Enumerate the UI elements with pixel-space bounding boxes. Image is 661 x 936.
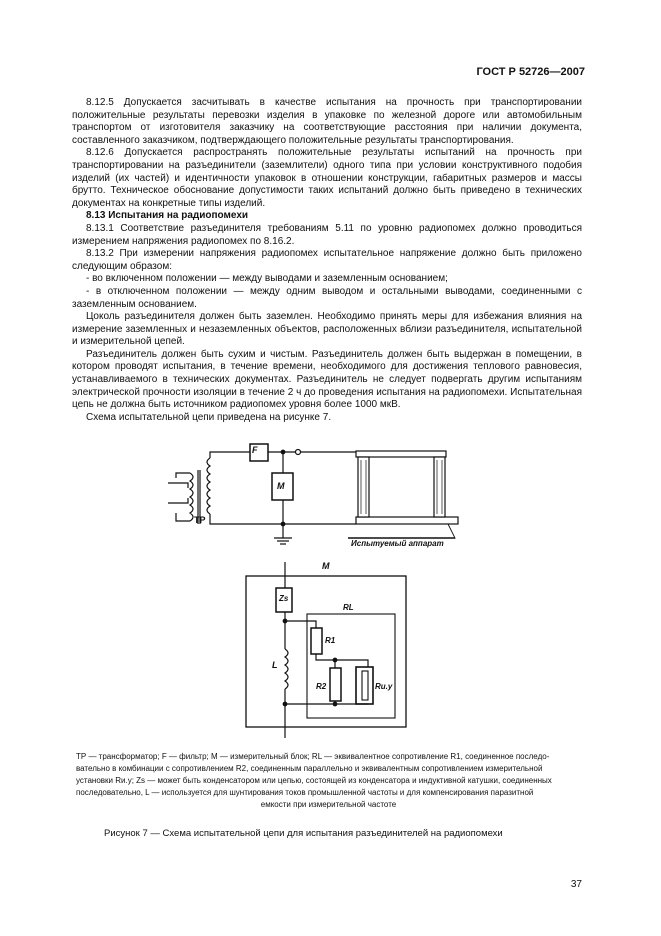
- apparatus-leader: [405, 524, 455, 538]
- page-number: 37: [570, 879, 582, 890]
- terminal-node: [296, 450, 301, 455]
- insulator-left: [358, 457, 369, 517]
- primary-leads: [176, 473, 190, 521]
- figure-title: Рисунок 7 — Схема испытательной цепи для испытания разъединителей на радиопомехи: [104, 828, 503, 839]
- primary-winding: [190, 473, 193, 521]
- wire-r1-out: [316, 654, 368, 667]
- label-zs: Zs: [279, 594, 289, 603]
- section-heading-8-13: 8.13 Испытания на радиопомехи: [86, 210, 249, 222]
- list-item-closed: - во включенном положении — между выводами и заземленным основанием;: [86, 273, 448, 285]
- paragraph-grounding: Цоколь разъединителя должен быть заземлен. Необходимо принять меры для избежания влияния на измерение заземленных и незаземленных объектов, расположенных вблизи разъединителя, испытательной и измерительной цепей.: [72, 311, 582, 348]
- paragraph-8-12-5: 8.12.5 Допускается засчитывать в качестве испытания на прочность при транспортировании положительные результаты перевозки изделия в упаковке по железной дороге или автомобильным транспортом от изготовителя заказчику на соответствующие расстояния при наличии документа, составленного заказчиком, подтверждающего положительные результаты транспортирования.: [72, 97, 582, 146]
- label-riu: Rи.у: [375, 682, 393, 691]
- label-r2: R2: [316, 682, 327, 691]
- legend-line: ТР — трансформатор; F — фильтр; М — измерительный блок; RL — эквивалентное сопротивление R1, соединенное последо-: [76, 752, 550, 761]
- legend-line: установки Rи.у; Zs — может быть конденсатором или цепью, состоящей из конденсатора и индуктивной катушки, соединенных: [76, 776, 552, 785]
- paragraph-8-13-2: 8.13.2 При измерении напряжения радиопомех испытательное напряжение должно быть приложено следующим образом:: [72, 248, 582, 272]
- paragraph-conditions: Разъединитель должен быть сухим и чистым. Разъединитель должен быть выдержан в помещении, в котором проводят испытания, в течение времени, необходимого для достижения теплового равновесия, устанавливаемого в технических документах. Разъединитель не следует подвергать другим испытаниям электрической прочности изоляции в течение 2 ч до проведения испытания на радиопомехи. Испытательная цепь не должна быть источником радиопомех уровня более 1000 мкВ.: [72, 348, 582, 411]
- junction-ground: [281, 522, 285, 526]
- label-r1: R1: [325, 636, 336, 645]
- r1-box: [311, 628, 322, 654]
- junction-r2-bottom: [333, 702, 337, 706]
- paragraph-8-13-1: 8.13.1 Соответствие разъединителя требованиям 5.11 по уровню радиопомех должно проводиться измерением напряжения радиопомех по 8.16.2.: [72, 222, 582, 247]
- label-l: L: [272, 660, 278, 670]
- legend-line: емкости при измерительной частоте: [260, 800, 397, 809]
- wire-bottom: [210, 514, 283, 524]
- inductor-l: [285, 649, 288, 689]
- riu-inner: [362, 671, 368, 700]
- source-lead-top: [168, 483, 188, 488]
- r2-box: [330, 668, 341, 701]
- wire-to-r1: [285, 621, 316, 628]
- insulator-right: [434, 457, 445, 517]
- label-rl: RL: [343, 603, 354, 612]
- secondary-winding: [207, 458, 210, 514]
- apparatus-bus: [356, 451, 446, 457]
- label-f: F: [252, 445, 258, 455]
- paragraph-figure-ref: Схема испытательной цепи приведена на рисунке 7.: [86, 411, 332, 423]
- list-item-open: - в отключенном положении — между одним выводом и остальными выводами, соединенными с заземленным основанием.: [72, 285, 582, 310]
- label-m-block: М: [322, 561, 330, 571]
- figure-legend: [76, 751, 581, 811]
- paragraph-8-12-6: 8.12.6 Допускается распространять положительные результаты испытаний на прочность при транспортировании на разъединители (заземлители) одного типа при условии конструктивного подобия изделий (их частей) и идентичности упаковок в отношении конструкции, габаритных размеров и массы брутто. Техническое обоснование допустимости таких испытаний должно быть приведено в технических документах на конкретные типы изделий.: [72, 147, 582, 209]
- document-header: ГОСТ Р 52726—2007: [476, 66, 585, 78]
- label-tp: ТР: [194, 515, 206, 525]
- label-m-box: M: [277, 481, 285, 491]
- apparatus-base: [356, 517, 458, 524]
- label-test-apparatus: Испытуемый аппарат: [351, 539, 444, 548]
- legend-line: последовательно, L — используется для шунтирования токов промышленной частоты и для компенсирования паразитной: [76, 788, 534, 797]
- source-lead-bottom: [168, 498, 188, 503]
- legend-line: вательно в комбинации с сопротивлением R2, соединенным параллельно и эквивалентным сопротивлением измерительной: [76, 764, 543, 773]
- wire-to-filter: [210, 452, 250, 458]
